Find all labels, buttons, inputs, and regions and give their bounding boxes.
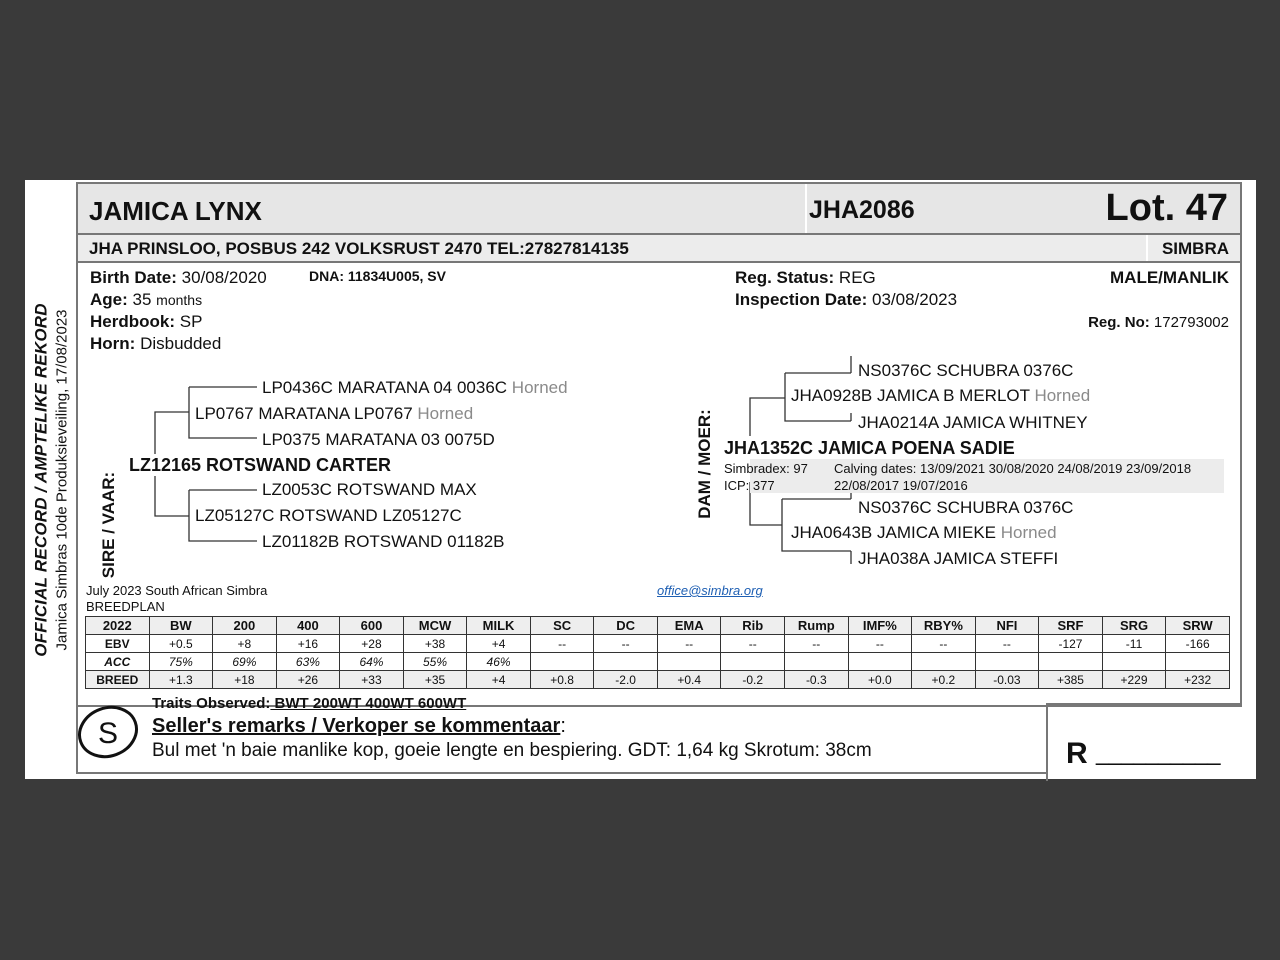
dam-dam-sire: NS0376C SCHUBRA 0376C — [858, 498, 1074, 517]
ebv-cell: +1.3 — [149, 671, 213, 689]
ebv-cell: +8 — [213, 635, 277, 653]
ebv-header-cell: BW — [149, 617, 213, 635]
ebv-header-cell: 2022 — [86, 617, 150, 635]
ebv-cell: -- — [530, 635, 594, 653]
ebv-cell: BREED — [86, 671, 150, 689]
ebv-cell: EBV — [86, 635, 150, 653]
ebv-cell: +385 — [1039, 671, 1103, 689]
ebv-header-cell: RBY% — [912, 617, 976, 635]
breed-label: SIMBRA — [1161, 239, 1229, 258]
ebv-cell: +232 — [1166, 671, 1230, 689]
ebv-cell: 64% — [340, 653, 404, 671]
ebv-cell: +38 — [403, 635, 467, 653]
reg-number: Reg. No: 172793002 — [1088, 314, 1229, 331]
ebv-cell — [1039, 653, 1103, 671]
official-record-label: OFFICIAL RECORD / AMPTELIKE REKORD — [31, 303, 51, 657]
ebv-cell: 63% — [276, 653, 340, 671]
lot-number: Lot. 47 — [1105, 187, 1228, 229]
ebv-cell: +229 — [1102, 671, 1166, 689]
ebv-cell: -- — [721, 635, 785, 653]
dam-sire: JHA0928B JAMICA B MERLOT Horned — [791, 386, 1091, 405]
ebv-header-cell: SC — [530, 617, 594, 635]
reg-status: Reg. Status: REG — [735, 268, 876, 287]
ebv-cell: +0.8 — [530, 671, 594, 689]
svg-text:S: S — [97, 717, 119, 750]
ebv-cell: 46% — [467, 653, 531, 671]
sire-name: LZ12165 ROTSWAND CARTER — [129, 455, 392, 475]
ebv-cell: +28 — [340, 635, 404, 653]
ebv-header-cell: Rump — [785, 617, 849, 635]
price-box — [1046, 703, 1240, 781]
ebv-cell: -- — [848, 635, 912, 653]
price-prefix: R — [1066, 737, 1088, 770]
inspection-date: Inspection Date: 03/08/2023 — [735, 290, 958, 309]
ebv-cell — [721, 653, 785, 671]
ebv-cell: +18 — [213, 671, 277, 689]
sire-sire-sire: LP0436C MARATANA 04 0036C Horned — [262, 378, 568, 397]
ebv-cell — [848, 653, 912, 671]
ebv-header-cell: MCW — [403, 617, 467, 635]
ebv-cell: -166 — [1166, 635, 1230, 653]
sire-dam-dam: LZ01182B ROTSWAND 01182B — [262, 532, 505, 551]
horn-status: Horn: Disbudded — [90, 334, 222, 353]
traits-observed: Traits Observed: BWT 200WT 400WT 600WT — [152, 695, 467, 712]
ebv-cell: -- — [975, 635, 1039, 653]
ebv-header-cell: SRW — [1166, 617, 1230, 635]
ebv-cell — [975, 653, 1039, 671]
sex: MALE/MANLIK — [1110, 268, 1229, 287]
ebv-cell: +4 — [467, 635, 531, 653]
ebv-cell: -- — [657, 635, 721, 653]
ebv-row-ebv — [86, 635, 1230, 653]
breedplan-label: BREEDPLAN — [86, 599, 165, 614]
email-link[interactable]: office@simbra.org — [657, 583, 763, 598]
ebv-cell: -0.3 — [785, 671, 849, 689]
ebv-table — [85, 616, 1230, 689]
sire-label: SIRE / VAAR: — [99, 471, 118, 579]
ebv-cell — [1102, 653, 1166, 671]
ebv-header-cell: EMA — [657, 617, 721, 635]
ebv-header-cell: 600 — [340, 617, 404, 635]
dam-sire-sire: NS0376C SCHUBRA 0376C — [858, 361, 1074, 380]
ebv-cell: +0.2 — [912, 671, 976, 689]
ebv-cell: 69% — [213, 653, 277, 671]
simbradex: Simbradex: 97 — [724, 461, 808, 476]
sire-sire-dam: LP0375 MARATANA 03 0075D — [262, 430, 495, 449]
owner-details: JHA PRINSLOO, POSBUS 242 VOLKSRUST 2470 TEL:27827814135 — [89, 239, 629, 258]
ebv-cell — [1166, 653, 1230, 671]
ebv-cell: +26 — [276, 671, 340, 689]
sire-sire: LP0767 MARATANA LP0767 Horned — [195, 404, 474, 423]
price-blank[interactable]: __________ — [1096, 739, 1220, 766]
ebv-header-cell: NFI — [975, 617, 1039, 635]
ebv-header-cell: Rib — [721, 617, 785, 635]
ebv-cell — [785, 653, 849, 671]
ebv-cell: +33 — [340, 671, 404, 689]
icp: ICP: 377 — [724, 478, 775, 493]
animal-id: JHA2086 — [809, 196, 915, 224]
ebv-header-cell: SRF — [1039, 617, 1103, 635]
breedplan-edition: July 2023 South African Simbra — [86, 583, 268, 598]
ebv-cell: 55% — [403, 653, 467, 671]
ebv-cell: -- — [912, 635, 976, 653]
herdbook: Herdbook: SP — [90, 312, 203, 331]
dam-dam-dam: JHA038A JAMICA STEFFI — [858, 549, 1059, 568]
simbra-logo-icon — [77, 702, 141, 760]
sire-dam: LZ05127C ROTSWAND LZ05127C — [195, 506, 462, 525]
ebv-header-cell: SRG — [1102, 617, 1166, 635]
ebv-header-cell: DC — [594, 617, 658, 635]
dam-name: JHA1352C JAMICA POENA SADIE — [724, 438, 1015, 458]
remarks-title: Seller's remarks / Verkoper se kommentaar: — [152, 715, 566, 737]
sire-dam-sire: LZ0053C ROTSWAND MAX — [262, 480, 477, 499]
ebv-cell — [594, 653, 658, 671]
remarks-text: Bul met 'n baie manlike kop, goeie lengte en bespiering. GDT: 1,64 kg Skrotum: 38cm — [152, 740, 872, 761]
ebv-cell: +35 — [403, 671, 467, 689]
ebv-header-cell: MILK — [467, 617, 531, 635]
ebv-cell: -- — [785, 635, 849, 653]
birth-date: Birth Date: 30/08/2020 — [90, 268, 267, 287]
ebv-cell: +0.4 — [657, 671, 721, 689]
ebv-cell: +0.0 — [848, 671, 912, 689]
dam-dam: JHA0643B JAMICA MIEKE Horned — [791, 523, 1057, 542]
age: Age: 35 months — [90, 290, 203, 309]
ebv-cell: +4 — [467, 671, 531, 689]
ebv-cell: +0.5 — [149, 635, 213, 653]
ebv-cell: -2.0 — [594, 671, 658, 689]
ebv-cell: -- — [594, 635, 658, 653]
ebv-header-row — [86, 617, 1230, 635]
calving-dates-2: 22/08/2017 19/07/2016 — [834, 478, 968, 493]
ebv-row-breed — [86, 671, 1230, 689]
lot-card — [25, 180, 1256, 779]
ebv-cell — [912, 653, 976, 671]
ebv-row-acc — [86, 653, 1230, 671]
ebv-header-cell: 400 — [276, 617, 340, 635]
ebv-cell: -0.2 — [721, 671, 785, 689]
dam-sire-dam: JHA0214A JAMICA WHITNEY — [858, 413, 1088, 432]
ebv-cell: 75% — [149, 653, 213, 671]
ebv-header-cell: IMF% — [848, 617, 912, 635]
remarks-box — [76, 703, 1048, 774]
ebv-cell: +16 — [276, 635, 340, 653]
ebv-header-cell: 200 — [213, 617, 277, 635]
ebv-cell: -11 — [1102, 635, 1166, 653]
ebv-cell: ACC — [86, 653, 150, 671]
auction-name-date: Jamica Simbras 10de Produksieveiling, 17/08/2023 — [53, 309, 71, 651]
animal-name: JAMICA LYNX — [89, 196, 262, 226]
ebv-cell — [657, 653, 721, 671]
dam-label: DAM / MOER: — [695, 409, 714, 519]
ebv-cell — [530, 653, 594, 671]
ebv-cell: -127 — [1039, 635, 1103, 653]
dna-info: DNA: 11834U005, SV — [309, 268, 446, 284]
ebv-cell: -0.03 — [975, 671, 1039, 689]
calving-dates-1: Calving dates: 13/09/2021 30/08/2020 24/08/2019 23/09/2018 — [834, 461, 1192, 476]
